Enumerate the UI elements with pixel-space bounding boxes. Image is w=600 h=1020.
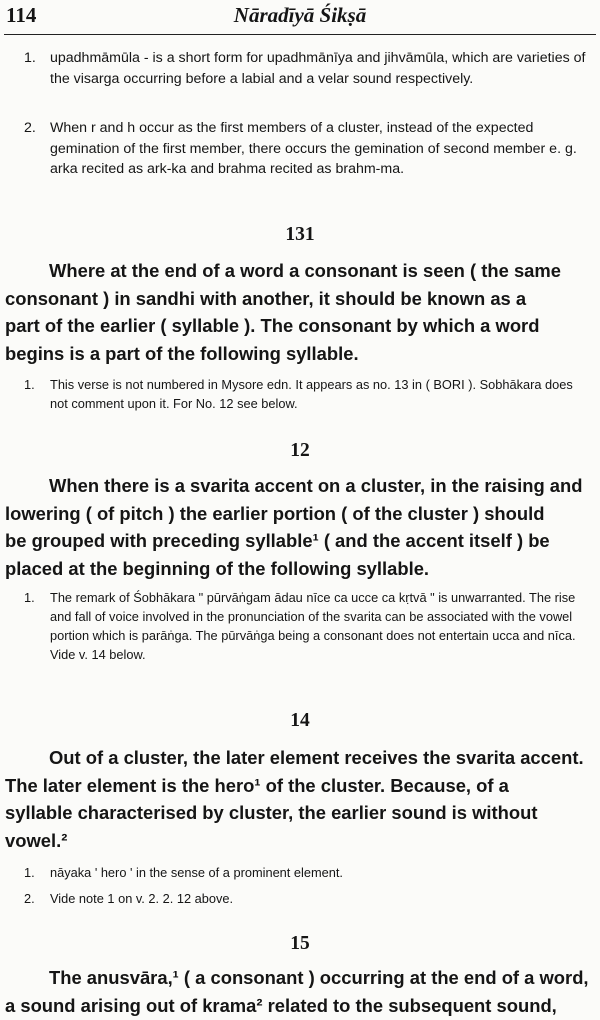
verse-text: When there is a svarita accent on a cluster, in the raising and lowering ( of pitch ) the earlier portion ( of the cluster ) should be grouped with preceding syllable¹ ( and the accent itself ) be placed at the beginning of the following syllable.: [5, 475, 583, 579]
verse-number: 131: [285, 224, 315, 245]
verse-note: 1. This verse is not numbered in Mysore edn. It appears as no. 13 in ( BORI ). Sobhākara does not comment upon it. For No. 12 see below.: [24, 377, 573, 411]
verse-note: 2. Vide note 1 on v. 2. 2. 12 above.: [24, 891, 234, 906]
verse-note: 1. nāyaka ' hero ' in the sense of a prominent element.: [24, 865, 343, 880]
verse-number: 14: [290, 710, 310, 731]
verse-number: 15: [290, 933, 310, 954]
verse-number: 12: [290, 440, 310, 461]
page-number: 114: [6, 3, 37, 27]
verse-note: 1. The remark of Śobhākara " pūrvāṅgam ādau nīce ca ucce ca kṛtvā " is unwarranted. The rise and fall of voice involved in the pronunciation of the svarita can be associated with the vowel portion which is parāṅga. The pūrvāṅga being a consonant does not entertain ucca and nīca. Vide v. 14 below.: [24, 590, 576, 662]
header-rule: [4, 34, 596, 35]
verse-text: The anusvāra,¹ ( a consonant ) occurring at the end of a word, a sound arising out of krama² related to the subsequent sound,: [5, 967, 589, 1016]
verse-text: Where at the end of a word a consonant is seen ( the same consonant ) in sandhi with another, it should be known as a part of the earlier ( syllable ). The consonant by which a word begins is a part of the following syllable.: [5, 260, 561, 364]
verse-text: Out of a cluster, the later element receives the svarita accent. The later element is the hero¹ of the cluster. Because, of a syllable characterised by cluster, the earlier sound is without vowel.²: [5, 747, 584, 851]
footnote-2: 2. When r and h occur as the first members of a cluster, instead of the expected gemination of the first member, there occurs the gemination of second member e. g. arka recited as ark-ka and brahma recited as brahm-ma.: [24, 118, 592, 180]
running-title: Nāradīyā Śikṣā: [233, 3, 367, 27]
footnote-text: When r and h occur as the first members of a cluster, instead of the expected gemination of the first member, there occurs the gemination of second member e. g. arka recited as ark-ka and brahma recited as brahm-ma.: [50, 120, 577, 177]
footnote-text: upadhmāmūla - is a short form for upadhmānīya and jihvāmūla, which are varieties of the visarga occurring before a labial and a velar sound respectively.: [50, 50, 586, 87]
footnote-1: 1. upadhmāmūla - is a short form for upadhmānīya and jihvāmūla, which are varieties of the visarga occurring before a labial and a velar sound respectively.: [24, 48, 592, 89]
